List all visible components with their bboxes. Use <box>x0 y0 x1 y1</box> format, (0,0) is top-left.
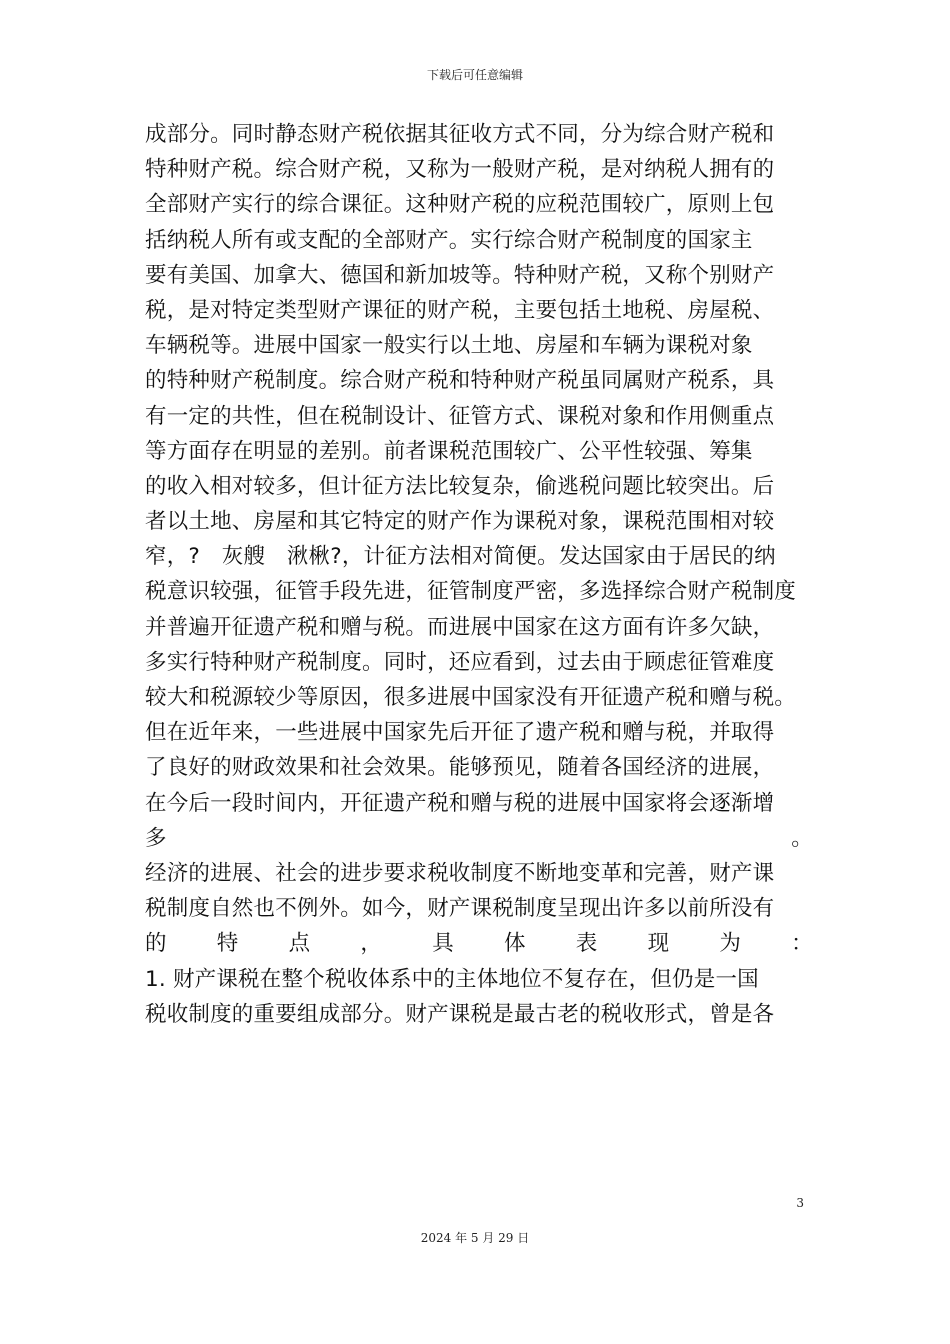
text-line: 税制度自然也不例外。如今，财产课税制度呈现出许多以前所没有 <box>145 896 775 922</box>
text-line: 了良好的财政效果和社会效果。能够预见，随着各国经济的进展， <box>145 755 775 781</box>
text-line: 者以土地、房屋和其它特定的财产作为课税对象，课税范围相对较 <box>145 509 775 535</box>
document-body <box>145 117 825 1032</box>
text-line: 成部分。同时静态财产税依据其征收方式不同，分为综合财产税和 <box>145 122 775 147</box>
text-line: 但在近年来，一些进展中国家先后开征了遗产税和赠与税，并取得 <box>145 720 775 746</box>
text-line: 在今后一段时间内，开征遗产税和赠与税的进展中国家将会逐渐增 <box>145 790 775 816</box>
text-char: 的 <box>145 931 167 957</box>
text-line: 的收入相对较多，但计征方法比较复杂，偷逃税问题比较突出。后 <box>145 473 775 499</box>
justified-line <box>145 926 813 961</box>
text-char: 体 <box>503 931 526 957</box>
text-char: 为 <box>719 931 742 957</box>
text-line: 经济的进展、社会的进步要求税收制度不断地变革和完善，财产课 <box>145 860 775 886</box>
justified-line <box>145 821 813 856</box>
text-char: 表 <box>575 931 598 957</box>
text-line: 税意识较强，征管手段先进，征管制度严密，多选择综合财产税制度 <box>145 579 797 605</box>
text-line: 税，是对特定类型财产课征的财产税，主要包括土地税、房屋税、 <box>145 297 775 323</box>
text-char: ： <box>791 931 813 957</box>
text-line: 并普遍开征遗产税和赠与税。而进展中国家在这方面有许多欠缺， <box>145 614 775 640</box>
page-header: 下载后可任意编辑 <box>426 68 523 82</box>
text-char: 。 <box>791 825 813 851</box>
text-line: 特种财产税。综合财产税，又称为一般财产税，是对纳税人拥有的 <box>145 157 775 183</box>
text-char: 多 <box>145 825 167 851</box>
text-line: 窄，? 灰艘 湫楸?，计征方法相对简便。发达国家由于居民的纳 <box>145 544 776 570</box>
text-line: 多实行特种财产税制度。同时，还应看到，过去由于顾虑征管难度 <box>145 649 775 675</box>
text-line: 税收制度的重要组成部分。财产课税是最古老的税收形式，曾是各 <box>145 1001 775 1027</box>
text-line: 括纳税人所有或支配的全部财产。实行综合财产税制度的国家主 <box>145 227 753 253</box>
text-line: 有一定的共性，但在税制设计、征管方式、课税对象和作用侧重点 <box>145 403 775 429</box>
text-line: 车辆税等。进展中国家一般实行以土地、房屋和车辆为课税对象 <box>145 333 753 359</box>
text-char: 现 <box>647 931 670 957</box>
text-line: 要有美国、加拿大、德国和新加坡等。特种财产税，又称个别财产 <box>145 262 775 288</box>
page-footer-date: 2024 年 5 月 29 日 <box>420 1231 530 1245</box>
text-char: 点 <box>288 931 311 957</box>
text-char: ， <box>360 931 383 957</box>
text-line: 的特种财产税制度。综合财产税和特种财产税虽同属财产税系，具 <box>145 368 775 394</box>
text-line: 1. 财产课税在整个税收体系中的主体地位不复存在，但仍是一国 <box>145 966 759 992</box>
text-char: 具 <box>432 931 454 957</box>
page-number: 3 <box>796 1196 804 1210</box>
text-line: 等方面存在明显的差别。前者课税范围较广、公平性较强、筹集 <box>145 438 753 464</box>
text-char: 特 <box>216 931 239 957</box>
text-line: 全部财产实行的综合课征。这种财产税的应税范围较广，原则上包 <box>145 192 775 218</box>
text-line: 较大和税源较少等原因，很多进展中国家没有开征遗产税和赠与税。 <box>145 685 797 710</box>
